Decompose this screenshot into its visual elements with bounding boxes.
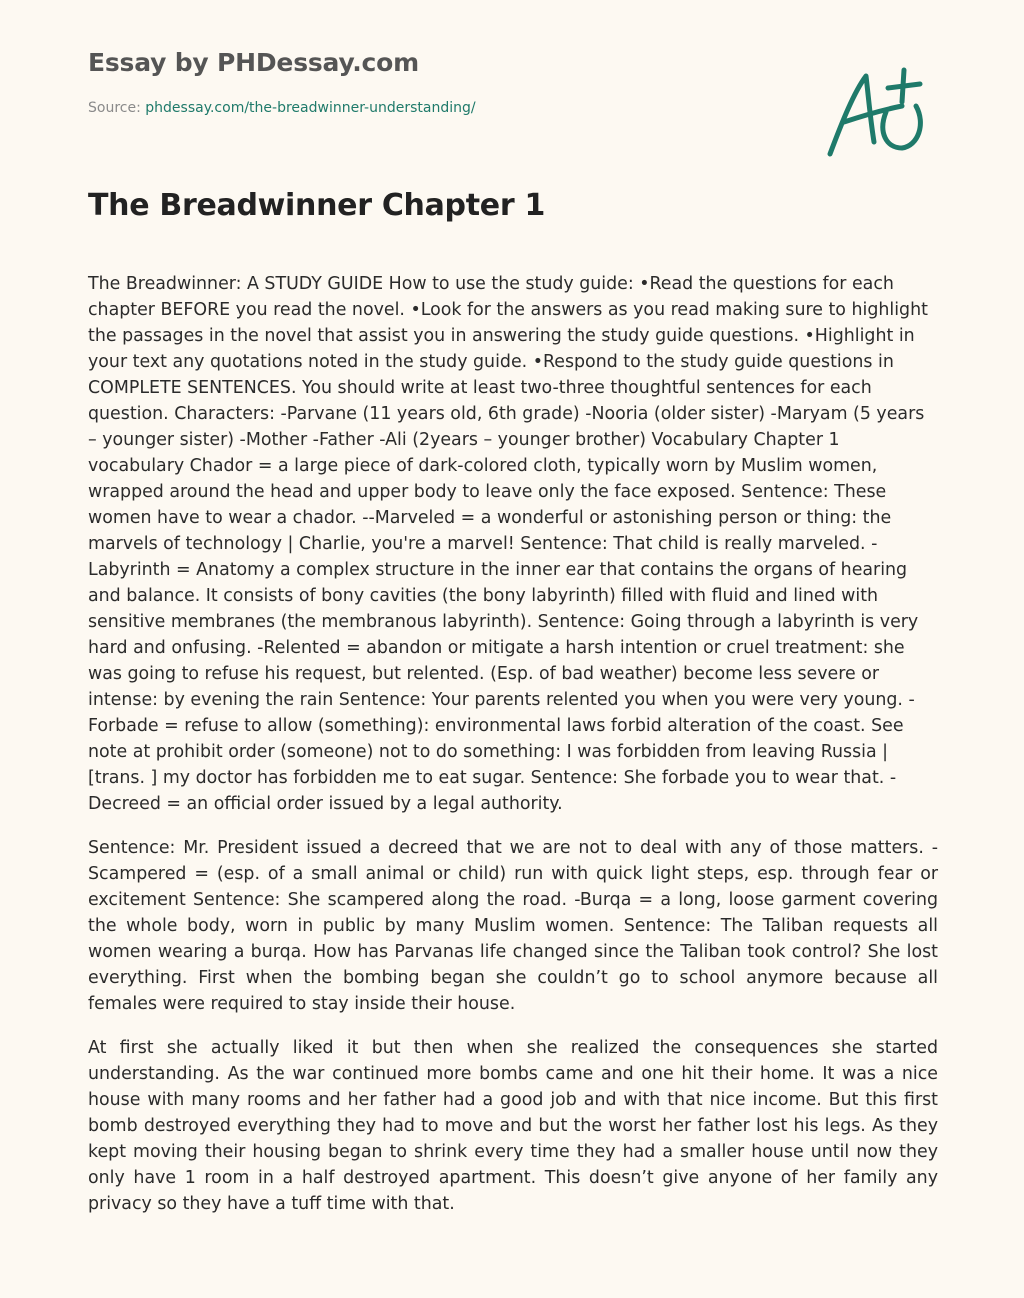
- body-paragraph: The Breadwinner: A STUDY GUIDE How to use the study guide: •Read the questions for each chapter BEFORE you read the novel. •Look for the answers as you read making sure to highlight the passages in the novel that assist you in answering the study guide questions. •Highlight in your text any quotations noted in the study guide. •Respond to the study guide questions in COMPLETE SENTENCES. You should write at least two-three thoughtful sentences for each question. Characters: -Parvane (11 years old, 6th grade) -Nooria (older sister) -Maryam (5 years – younger sister) -Mother -Father -Ali (2years – younger brother) Vocabulary Chapter 1 vocabulary Chador = a large piece of dark-colored cloth, typically worn by Muslim women, wrapped around the head and upper body to leave only the face exposed. Sentence: These women have to wear a chador. --Marveled = a wonderful or astonishing person or thing: the marvels of technology | Charlie, you're a marvel! Sentence: That child is really marveled. -Labyrinth = Anatomy a complex structure in the inner ear that contains the organs of hearing and balance. It consists of bony cavities (the bony labyrinth) filled with fluid and lined with sensitive membranes (the membranous labyrinth). Sentence: Going through a labyrinth is very hard and onfusing. -Relented = abandon or mitigate a harsh intention or cruel treatment: she was going to refuse his request, but relented. (Esp. of bad weather) become less severe or intense: by evening the rain Sentence: Your parents relented you when you were very young. -Forbade = refuse to allow (something): environmental laws forbid alteration of the coast. See note at prohibit order (someone) not to do something: I was forbidden from leaving Russia | [trans. ] my doctor has forbidden me to eat sugar. Sentence: She forbade you to wear that. -Decreed = an official order issued by a legal authority.: [88, 274, 928, 814]
- body-paragraph: At first she actually liked it but then when she realized the consequences she started understanding. As the war continued more bombs came and one hit their home. It was a nice house with many rooms and her father had a good job and with that nice income. But this first bomb destroyed everything they had to move and but the worst her father lost his legs. As they kept moving their housing began to shrink every time they had a smaller house until now they only have 1 room in a half destroyed apartment. This doesn’t give anyone of her family any privacy so they have a tuff time with that.: [88, 1038, 938, 1214]
- source-link[interactable]: phdessay.com/the-breadwinner-understanding/: [145, 100, 476, 116]
- site-title: Essay by PHDessay.com: [88, 48, 419, 77]
- document-body: [88, 271, 938, 1235]
- source-label: Source:: [88, 100, 141, 116]
- source-line: [88, 100, 476, 116]
- body-paragraph: Sentence: Mr. President issued a decreed that we are not to deal with any of those matters. -Scampered = (esp. of a small animal or child) run with quick light steps, esp. through fear or excitement Sentence: She scampered along the road. -Burqa = a long, loose garment covering the whole body, worn in public by many Muslim women. Sentence: The Taliban requests all women wearing a burqa. How has Parvanas life changed since the Taliban took control? She lost everything. First when the bombing began she couldn’t go to school anymore because all females were required to stay inside their house.: [88, 838, 938, 1014]
- a-plus-logo-icon: [822, 62, 932, 162]
- document-title: The Breadwinner Chapter 1: [88, 188, 546, 223]
